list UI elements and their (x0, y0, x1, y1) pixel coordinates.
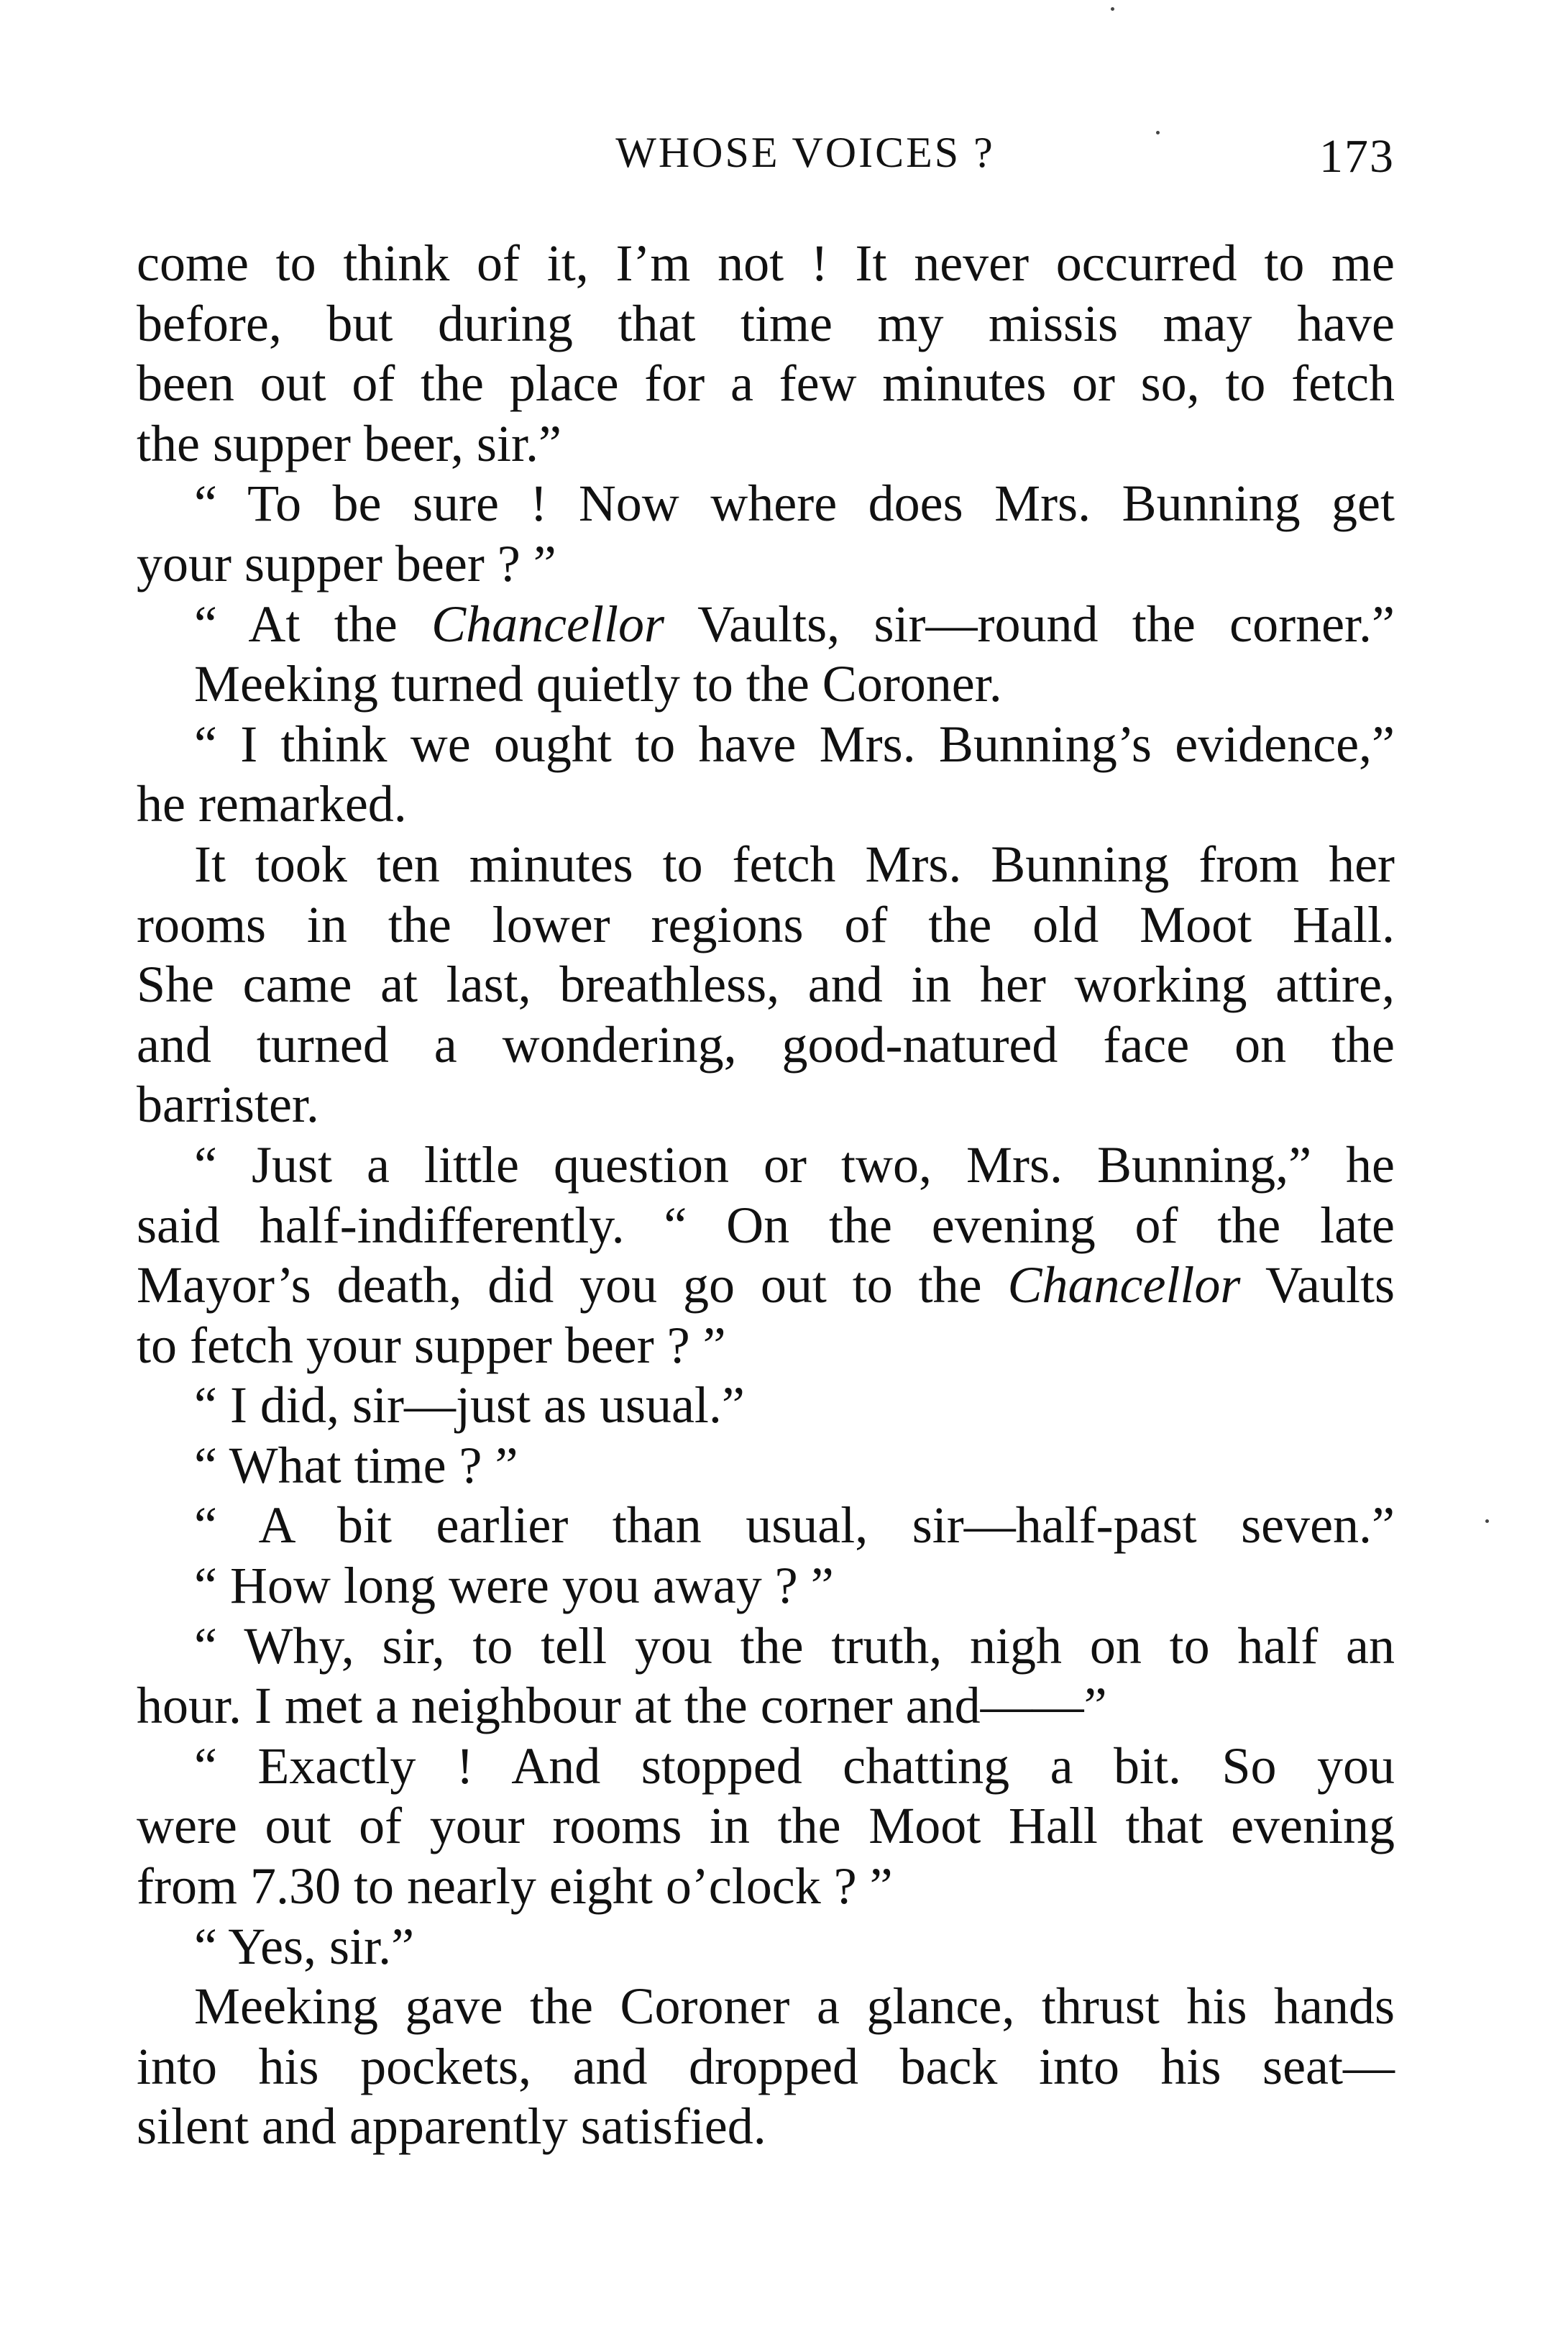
text-line (137, 774, 1395, 835)
line-text: “ To be sure ! Now where does Mrs. Bunning get (194, 475, 1395, 533)
text-line (137, 1015, 1395, 1076)
line-text: he remarked. (137, 775, 407, 833)
line-text: It took ten minutes to fetch Mrs. Bunning from her (194, 835, 1395, 893)
paragraph (137, 1135, 1395, 1376)
print-speck (1156, 131, 1160, 134)
body-text (137, 234, 1395, 2157)
text-line (137, 1496, 1395, 1556)
running-title: WHOSE VOICES ? (615, 129, 995, 176)
line-text: come to think of it, I’m not ! It never occurred to me (137, 234, 1395, 292)
text-line (137, 2037, 1395, 2097)
text-line (137, 654, 1395, 715)
text-line (137, 1196, 1395, 1256)
line-text: been out of the place for a few minutes or so, to fetch (137, 354, 1395, 413)
text-line (137, 1736, 1395, 1797)
line-text: “ I did, sir—just as usual.” (194, 1376, 745, 1434)
text-line (137, 534, 1395, 595)
line-text: “ I think we ought to have Mrs. Bunning’s evidence,” (194, 715, 1395, 773)
text-line (137, 354, 1395, 414)
text-line (137, 715, 1395, 775)
text-line (137, 2097, 1395, 2157)
text-line (137, 294, 1395, 354)
paragraph (137, 595, 1395, 655)
italic-text: Chancellor (1007, 1256, 1241, 1314)
text-line (137, 1436, 1395, 1496)
text-line (137, 1556, 1395, 1616)
text-line (137, 595, 1395, 655)
text-line (137, 234, 1395, 294)
line-text: Vaults (1240, 1256, 1395, 1314)
line-text: “ A bit earlier than usual, sir—half-past seven.” (194, 1496, 1395, 1555)
paragraph (137, 1977, 1395, 2157)
line-text: Meeking gave the Coroner a glance, thrust his hands (194, 1977, 1395, 2036)
paragraph (137, 1616, 1395, 1736)
line-text: before, but during that time my missis may have (137, 294, 1395, 352)
line-text: “ Exactly ! And stopped chatting a bit. So you (194, 1736, 1395, 1795)
running-head (137, 128, 1395, 200)
text-line (137, 1135, 1395, 1196)
paragraph (137, 835, 1395, 1135)
paragraph (137, 1736, 1395, 1917)
text-line (137, 414, 1395, 475)
paragraph (137, 715, 1395, 835)
text-line (137, 1316, 1395, 1376)
text-line (137, 955, 1395, 1015)
paragraph (137, 654, 1395, 715)
line-text: the supper beer, sir.” (137, 414, 561, 472)
line-text: “ How long were you away ? ” (194, 1557, 834, 1615)
text-line (137, 1255, 1395, 1316)
line-text: barrister. (137, 1076, 319, 1134)
text-line (137, 1075, 1395, 1135)
paragraph (137, 234, 1395, 474)
paragraph (137, 1556, 1395, 1616)
paragraph (137, 1436, 1395, 1496)
text-line (137, 1616, 1395, 1677)
line-text: rooms in the lower regions of the old Moot Hall. (137, 895, 1395, 953)
text-line (137, 1857, 1395, 1917)
line-text: from 7.30 to nearly eight o’clock ? ” (137, 1857, 893, 1916)
text-line (137, 474, 1395, 534)
line-text: and turned a wondering, good-natured face on the (137, 1015, 1395, 1074)
line-text: “ Just a little question or two, Mrs. Bunning,” he (194, 1135, 1395, 1194)
line-text: your supper beer ? ” (137, 534, 556, 592)
text-line (137, 895, 1395, 956)
paragraph (137, 1376, 1395, 1436)
line-text: hour. I met a neighbour at the corner and——” (137, 1677, 1107, 1735)
line-text: “ At the (194, 595, 432, 653)
text-line (137, 1977, 1395, 2037)
print-speck (1485, 1519, 1489, 1523)
italic-text: Chancellor (431, 595, 665, 653)
line-text: “ What time ? ” (194, 1436, 518, 1494)
text-line (137, 1917, 1395, 1977)
line-text: said half-indifferently. “ On the evening of the late (137, 1196, 1395, 1254)
line-text: Meeking turned quietly to the Coroner. (194, 655, 1002, 713)
print-speck (1111, 7, 1114, 11)
line-text: She came at last, breathless, and in her working attire, (137, 956, 1395, 1014)
paragraph (137, 1496, 1395, 1556)
paragraph (137, 1917, 1395, 1977)
page-number: 173 (1319, 130, 1395, 183)
text-line (137, 1676, 1395, 1736)
line-text: were out of your rooms in the Moot Hall that evening (137, 1797, 1395, 1855)
text-line (137, 835, 1395, 895)
line-text: into his pockets, and dropped back into his seat— (137, 2037, 1395, 2095)
text-line (137, 1796, 1395, 1857)
line-text: silent and apparently satisfied. (137, 2097, 766, 2156)
line-text: “ Why, sir, to tell you the truth, nigh on to half an (194, 1616, 1395, 1675)
line-text: “ Yes, sir.” (194, 1917, 415, 1975)
paragraph (137, 474, 1395, 594)
text-line (137, 1376, 1395, 1436)
line-text: to fetch your supper beer ? ” (137, 1316, 726, 1374)
line-text: Mayor’s death, did you go out to the (137, 1256, 1008, 1314)
line-text: Vaults, sir—round the corner.” (664, 595, 1395, 653)
